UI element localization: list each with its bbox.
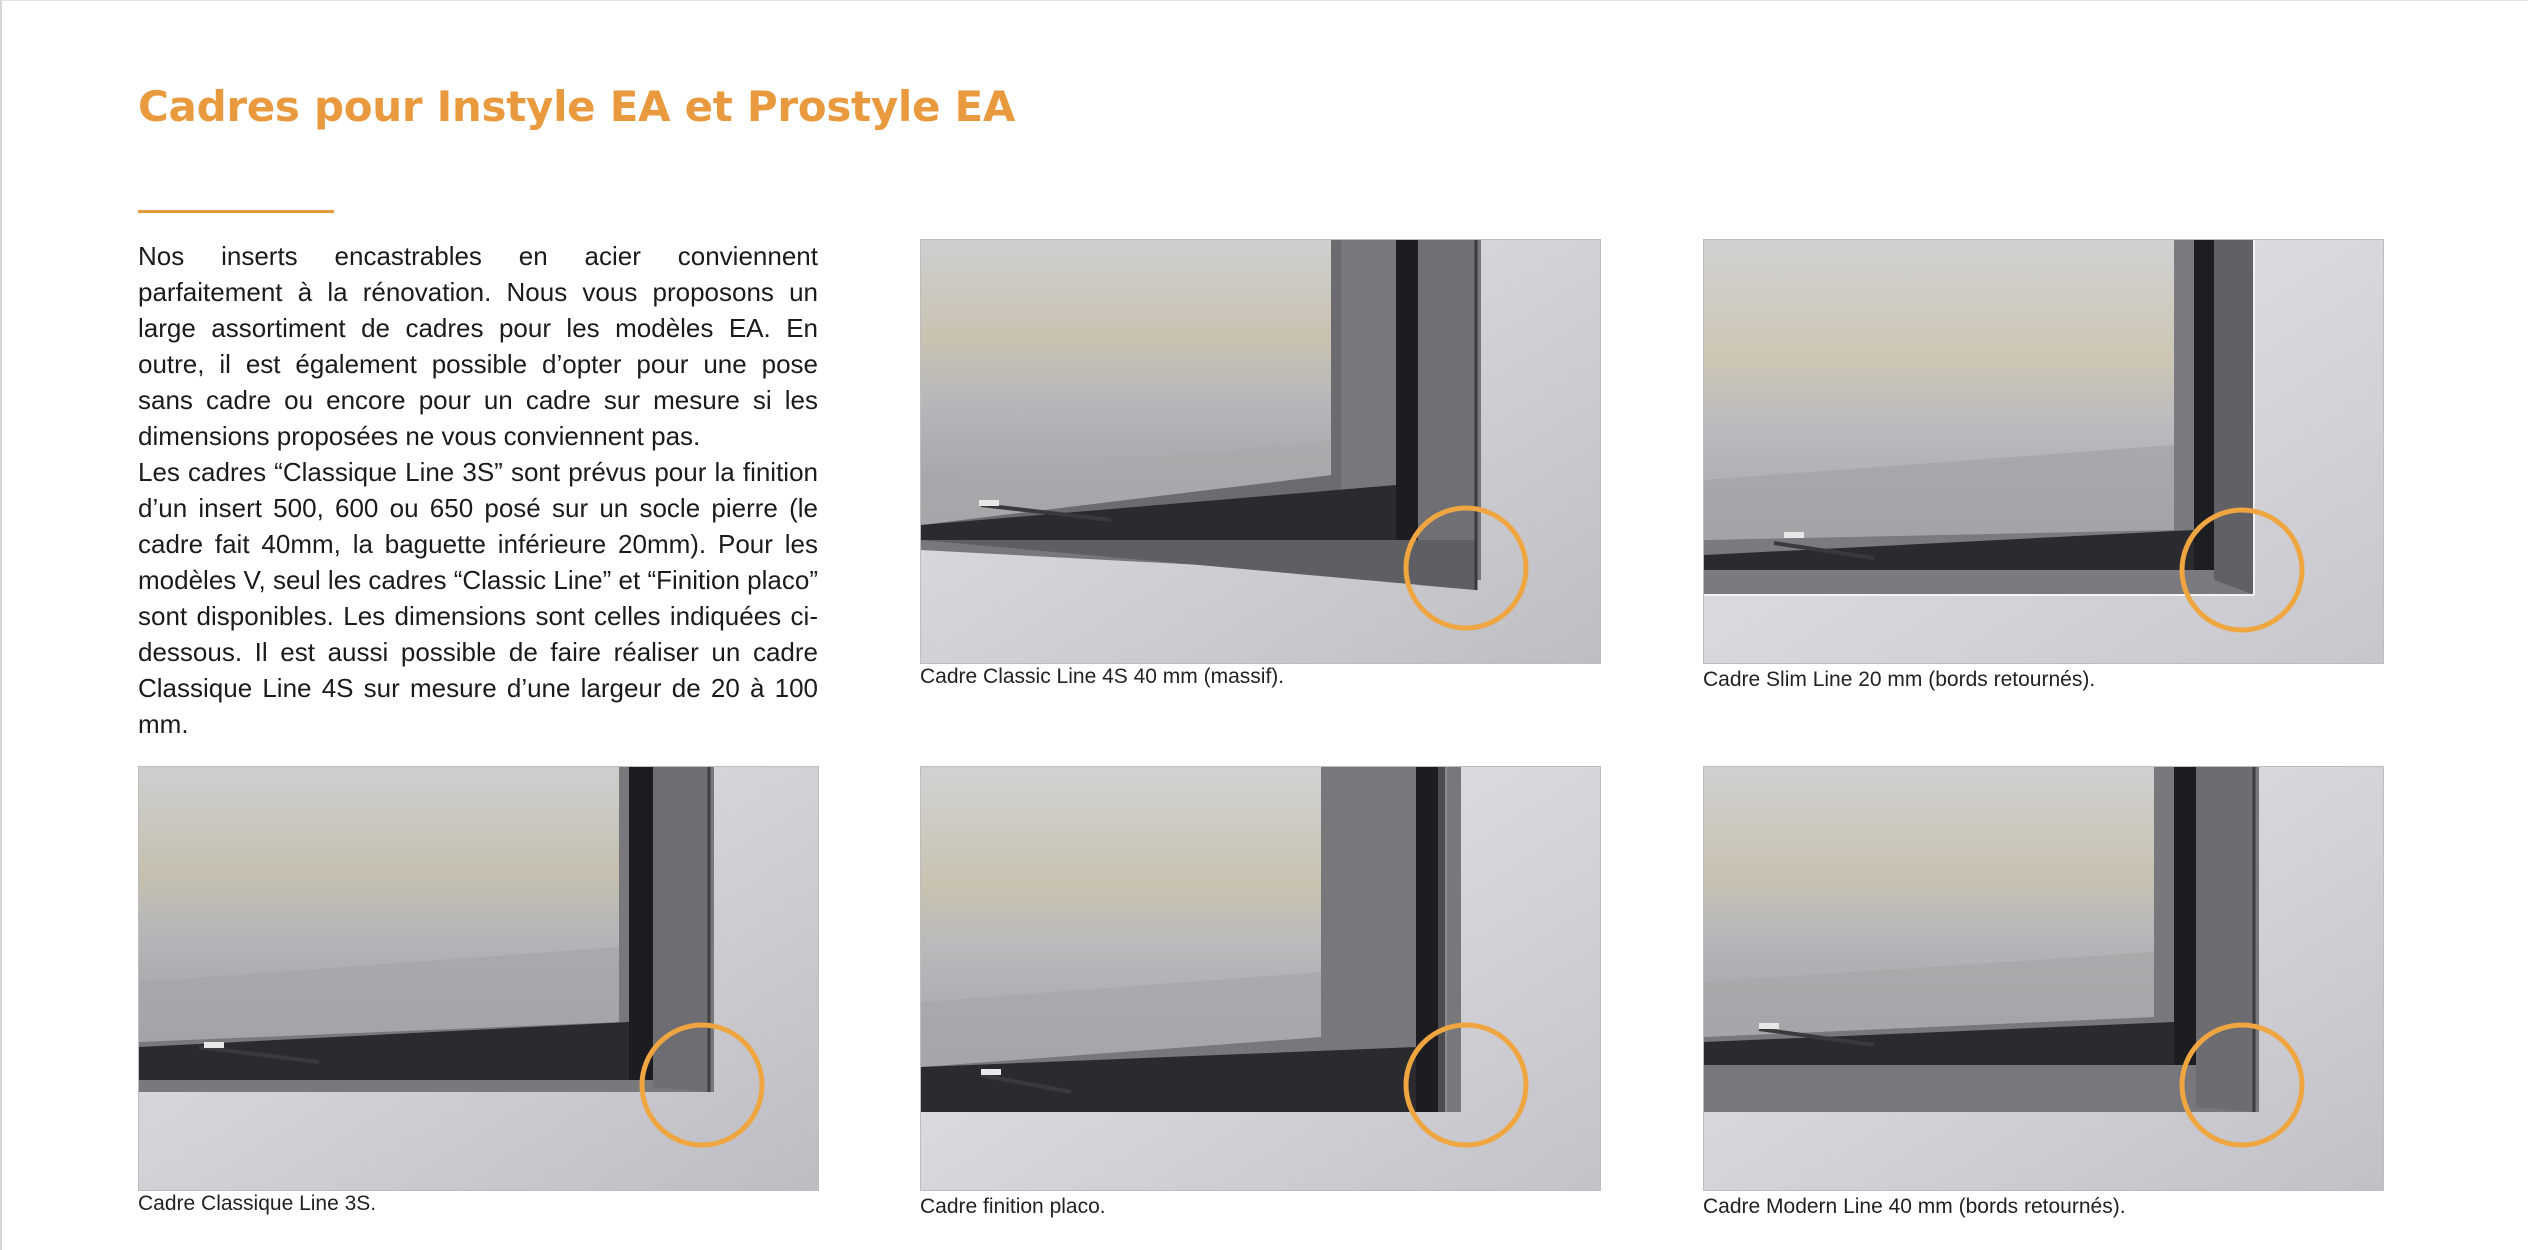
frame-card-classique-line-3s: [138, 766, 819, 1217]
frame-photo-illustration: [1704, 767, 2384, 1191]
frame-caption: Cadre Slim Line 20 mm (bords retournés).: [1703, 668, 2096, 691]
intro-paragraph: Nos inserts encastrables en acier conviennent parfaitement à la rénovation. Nous vous proposons un large assortiment de cadres pour les modèles EA. En outre, il est également possible d’opter pour une pose sans cadre ou encore pour un cadre sur mesure si les dimensions proposées ne vous conviennent pas.: [138, 241, 818, 451]
frame-photo-illustration: [139, 767, 819, 1191]
frame-photo-illustration: [1704, 240, 2384, 664]
frame-photo: [920, 766, 1601, 1191]
frame-card-finition-placo: [920, 766, 1601, 1220]
frame-caption: Cadre Modern Line 40 mm (bords retournés).: [1703, 1195, 2126, 1218]
frame-card-modern-line: [1703, 766, 2384, 1220]
frame-caption: Cadre Classic Line 4S 40 mm (massif).: [920, 665, 1285, 688]
frame-photo-illustration: [921, 767, 1601, 1191]
intro-text: [138, 238, 818, 742]
frame-card-classic-line-4s: [920, 239, 1601, 690]
frame-photo: [1703, 239, 2384, 664]
frame-photo: [138, 766, 819, 1191]
intro-paragraph: Les cadres “Classique Line 3S” sont prévus pour la finition d’un insert 500, 600 ou 650 posé sur un socle pierre (le cadre fait 40mm, la baguette inférieure 20mm). Pour les modèles V, seul les cadres “Classic Line” et “Finition placo” sont disponibles. Les dimensions sont celles indiquées ci-dessous. Il est aussi possible de faire réaliser un cadre Classique Line 4S sur mesure d’une largeur de 20 à 100 mm.: [138, 457, 818, 739]
accent-divider: [138, 210, 334, 213]
frame-photo-illustration: [921, 240, 1601, 664]
frame-caption: Cadre Classique Line 3S.: [138, 1192, 377, 1215]
page-title: Cadres pour Instyle EA et Prostyle EA: [138, 82, 1016, 131]
frame-photo: [920, 239, 1601, 664]
frame-caption: Cadre finition placo.: [920, 1195, 1106, 1218]
frame-photo: [1703, 766, 2384, 1191]
frame-card-slim-line: [1703, 239, 2384, 693]
